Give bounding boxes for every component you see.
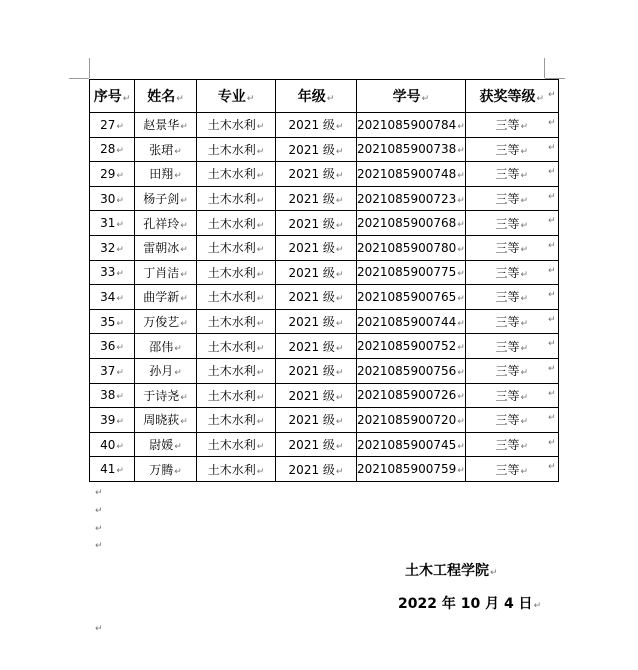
- footer-date: 2022 年 10 月 4 日↵: [398, 596, 542, 612]
- cell-name: 万腾↵: [135, 457, 197, 482]
- cell-grade: 2021 级↵: [276, 358, 357, 383]
- cell-student-id: 2021085900780↵: [357, 235, 466, 260]
- cell-grade: 2021 级↵: [276, 432, 357, 457]
- row-end-mark: ↵: [548, 142, 556, 153]
- cell-major: 土木水利↵: [197, 432, 276, 457]
- cell-name: 邵伟↵: [135, 334, 197, 359]
- cell-student-id: 2021085900748↵: [357, 162, 466, 187]
- cell-major: 土木水利↵: [197, 162, 276, 187]
- cell-name: 周晓荻↵: [135, 408, 197, 433]
- cell-grade: 2021 级↵: [276, 260, 357, 285]
- cell-grade: 2021 级↵: [276, 113, 357, 138]
- row-end-mark: ↵: [548, 191, 556, 202]
- cell-award-level: 三等↵: [465, 137, 558, 162]
- table-row: [90, 309, 559, 334]
- row-end-mark: ↵: [548, 216, 556, 227]
- cell-name: 丁肖洁↵: [135, 260, 197, 285]
- paragraph-mark: ↵: [95, 624, 103, 634]
- header-award-level: 获奖等级↵: [465, 80, 558, 113]
- cell-major: 土木水利↵: [197, 334, 276, 359]
- cell-name: 雷朝冰↵: [135, 235, 197, 260]
- cell-index: 29↵: [90, 162, 135, 187]
- cell-grade: 2021 级↵: [276, 383, 357, 408]
- table-row: [90, 432, 559, 457]
- cell-major: 土木水利↵: [197, 137, 276, 162]
- cell-major: 土木水利↵: [197, 235, 276, 260]
- cell-award-level: 三等↵: [465, 260, 558, 285]
- cell-student-id: 2021085900759↵: [357, 457, 466, 482]
- row-end-mark: ↵: [548, 413, 556, 424]
- cell-grade: 2021 级↵: [276, 285, 357, 310]
- cell-name: 张珺↵: [135, 137, 197, 162]
- paragraph-mark: ↵: [95, 506, 103, 516]
- footer-college: 土木工程学院↵: [405, 563, 498, 579]
- cell-major: 土木水利↵: [197, 408, 276, 433]
- cell-major: 土木水利↵: [197, 309, 276, 334]
- header-grade: 年级↵: [276, 80, 357, 113]
- cell-award-level: 三等↵: [465, 408, 558, 433]
- cell-award-level: 三等↵: [465, 432, 558, 457]
- cell-grade: 2021 级↵: [276, 211, 357, 236]
- row-end-mark: ↵: [548, 462, 556, 473]
- cell-grade: 2021 级↵: [276, 457, 357, 482]
- cell-grade: 2021 级↵: [276, 235, 357, 260]
- header-student-id: 学号↵: [357, 80, 466, 113]
- cell-student-id: 2021085900765↵: [357, 285, 466, 310]
- row-end-mark: ↵: [548, 290, 556, 301]
- table-row: [90, 186, 559, 211]
- cell-student-id: 2021085900756↵: [357, 358, 466, 383]
- cell-student-id: 2021085900745↵: [357, 432, 466, 457]
- cell-index: 36↵: [90, 334, 135, 359]
- cell-index: 30↵: [90, 186, 135, 211]
- cell-student-id: 2021085900744↵: [357, 309, 466, 334]
- table-row: [90, 457, 559, 482]
- cell-award-level: 三等↵: [465, 285, 558, 310]
- table-row: [90, 260, 559, 285]
- cell-major: 土木水利↵: [197, 383, 276, 408]
- cell-index: 35↵: [90, 309, 135, 334]
- table-row: [90, 211, 559, 236]
- cell-major: 土木水利↵: [197, 113, 276, 138]
- cell-major: 土木水利↵: [197, 211, 276, 236]
- row-end-mark: ↵: [548, 339, 556, 350]
- crop-mark-left-h: [69, 78, 89, 79]
- table-row: [90, 285, 559, 310]
- row-end-mark: ↵: [548, 241, 556, 251]
- table-body: [90, 113, 559, 482]
- cell-name: 孙月↵: [135, 358, 197, 383]
- table-header-row: [90, 80, 559, 113]
- cell-major: 土木水利↵: [197, 358, 276, 383]
- cell-index: 39↵: [90, 408, 135, 433]
- cell-student-id: 2021085900738↵: [357, 137, 466, 162]
- cell-award-level: 三等↵: [465, 358, 558, 383]
- header-major: 专业↵: [197, 80, 276, 113]
- row-end-mark: ↵: [548, 167, 556, 178]
- cell-award-level: 三等↵: [465, 113, 558, 138]
- cell-award-level: 三等↵: [465, 211, 558, 236]
- header-index: 序号↵: [90, 80, 135, 113]
- row-end-mark: ↵: [548, 265, 556, 276]
- cell-name: 孔祥玲↵: [135, 211, 197, 236]
- row-end-mark: ↵: [548, 364, 556, 374]
- table-row: [90, 383, 559, 408]
- table-row: [90, 235, 559, 260]
- cell-student-id: 2021085900723↵: [357, 186, 466, 211]
- cell-award-level: 三等↵: [465, 162, 558, 187]
- paragraph-mark: ↵: [95, 524, 103, 534]
- cell-major: 土木水利↵: [197, 457, 276, 482]
- paragraph-mark: ↵: [95, 541, 103, 551]
- row-end-mark: ↵: [548, 388, 556, 399]
- table-row: [90, 334, 559, 359]
- cell-name: 于诗尧↵: [135, 383, 197, 408]
- cell-index: 41↵: [90, 457, 135, 482]
- cell-grade: 2021 级↵: [276, 334, 357, 359]
- cell-grade: 2021 级↵: [276, 162, 357, 187]
- cell-student-id: 2021085900752↵: [357, 334, 466, 359]
- cell-major: 土木水利↵: [197, 285, 276, 310]
- cell-index: 32↵: [90, 235, 135, 260]
- table-row: [90, 162, 559, 187]
- cell-grade: 2021 级↵: [276, 137, 357, 162]
- cell-grade: 2021 级↵: [276, 309, 357, 334]
- cell-award-level: 三等↵: [465, 383, 558, 408]
- table-row: [90, 137, 559, 162]
- row-end-mark: ↵: [548, 118, 556, 128]
- cell-name: 尉媛↵: [135, 432, 197, 457]
- table-row: [90, 408, 559, 433]
- cell-name: 田翔↵: [135, 162, 197, 187]
- cell-student-id: 2021085900720↵: [357, 408, 466, 433]
- crop-mark-left-v: [89, 58, 90, 78]
- cell-index: 38↵: [90, 383, 135, 408]
- header-name: 姓名↵: [135, 80, 197, 113]
- crop-mark-right-v: [544, 58, 545, 78]
- cell-grade: 2021 级↵: [276, 408, 357, 433]
- row-end-mark: ↵: [548, 90, 556, 100]
- cell-index: 28↵: [90, 137, 135, 162]
- cell-name: 赵景华↵: [135, 113, 197, 138]
- cell-award-level: 三等↵: [465, 309, 558, 334]
- cell-award-level: 三等↵: [465, 186, 558, 211]
- cell-name: 曲学新↵: [135, 285, 197, 310]
- cell-index: 27↵: [90, 113, 135, 138]
- cell-award-level: 三等↵: [465, 457, 558, 482]
- cell-award-level: 三等↵: [465, 334, 558, 359]
- cell-award-level: 三等↵: [465, 235, 558, 260]
- cell-major: 土木水利↵: [197, 260, 276, 285]
- cell-grade: 2021 级↵: [276, 186, 357, 211]
- cell-major: 土木水利↵: [197, 186, 276, 211]
- cell-index: 31↵: [90, 211, 135, 236]
- awards-table: [89, 79, 559, 482]
- cell-index: 33↵: [90, 260, 135, 285]
- cell-student-id: 2021085900784↵: [357, 113, 466, 138]
- cell-index: 34↵: [90, 285, 135, 310]
- cell-name: 万俊艺↵: [135, 309, 197, 334]
- table-row: [90, 113, 559, 138]
- row-end-mark: ↵: [548, 437, 556, 448]
- cell-student-id: 2021085900775↵: [357, 260, 466, 285]
- cell-name: 杨子剑↵: [135, 186, 197, 211]
- cell-index: 40↵: [90, 432, 135, 457]
- row-end-mark: ↵: [548, 314, 556, 325]
- paragraph-mark: ↵: [95, 488, 103, 498]
- table-row: [90, 358, 559, 383]
- cell-student-id: 2021085900768↵: [357, 211, 466, 236]
- cell-index: 37↵: [90, 358, 135, 383]
- cell-student-id: 2021085900726↵: [357, 383, 466, 408]
